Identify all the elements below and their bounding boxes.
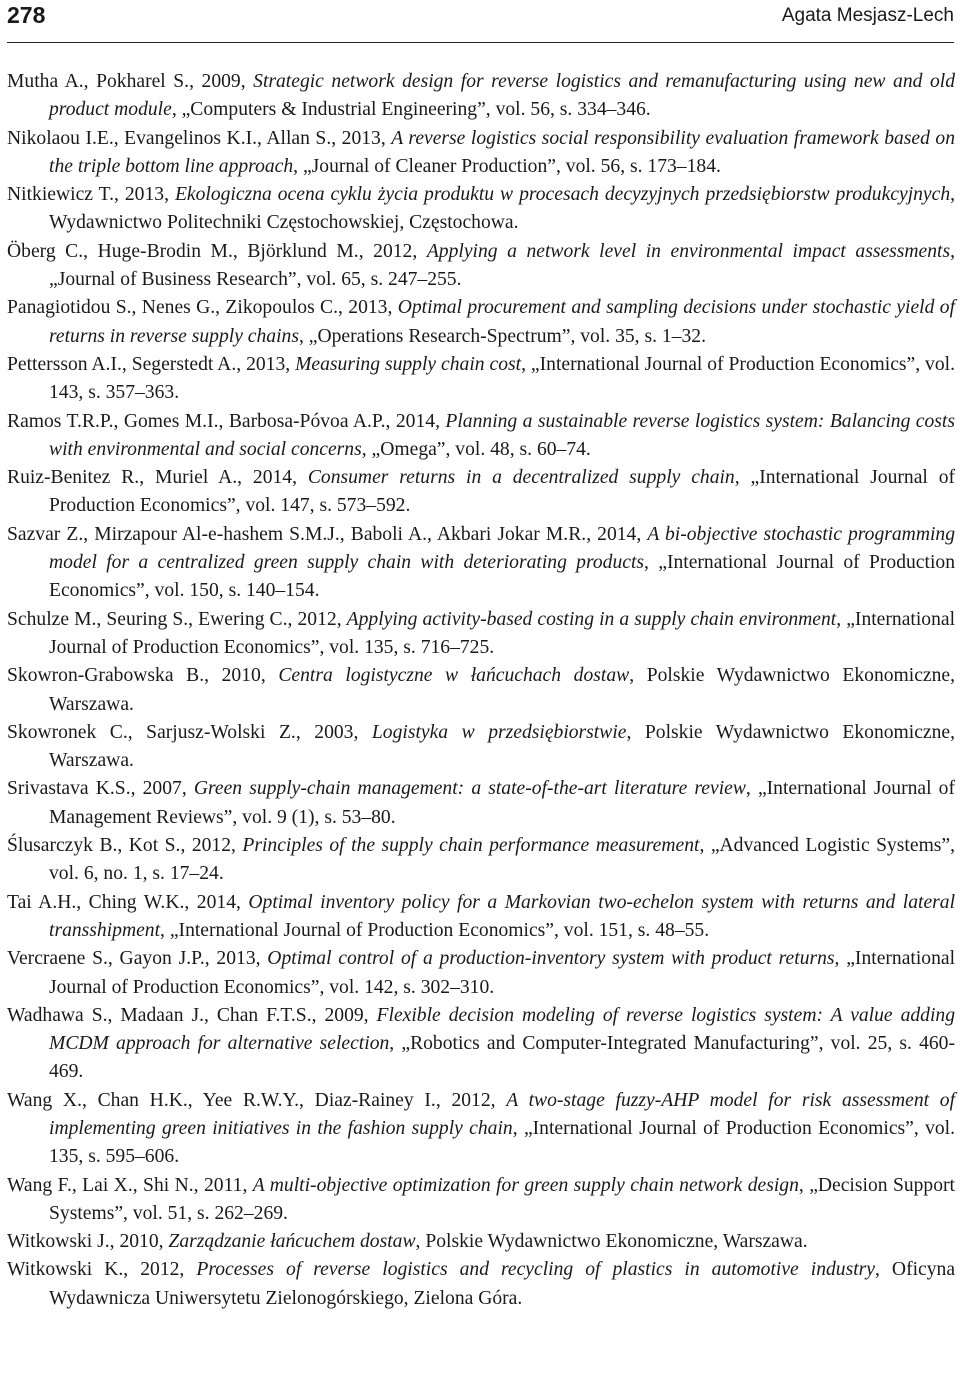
ref-title: A reverse logistics social responsibility evaluation framework based on the triple bottom line approach: [49, 127, 956, 177]
ref-authors: Pettersson A.I., Segerstedt A.: [7, 353, 237, 375]
ref-authors: Vercraene S., Gayon J.P.: [7, 948, 205, 970]
reference-entry: Skowron-Grabowska B., 2010, Centra logistyczne w łańcuchach dostaw, Polskie Wydawnictwo Ekonomiczne, Warszawa.: [7, 665, 956, 715]
reference-entry: Nikolaou I.E., Evangelinos K.I., Allan S., 2013, A reverse logistics social responsibility evaluation framework based on the triple bottom line approach, „Journal of Cleaner Production”, vol. 56, s. 173–184.: [7, 127, 956, 177]
ref-source: Polskie Wydawnictwo Ekonomiczne, Warszawa.: [49, 721, 956, 772]
ref-title: A two-stage fuzzy-AHP model for risk assessment of implementing green initiatives in the fashion supply chain: [49, 1089, 956, 1139]
reference-entry: Wang X., Chan H.K., Yee R.W.Y., Diaz-Rainey I., 2012, A two-stage fuzzy-AHP model for risk assessment of implementing green initiatives in the fashion supply chain, „International Journal of Production Economics”, vol. 135, s. 595–606.: [7, 1089, 956, 1168]
ref-title: Ekologiczna ocena cyklu życia produktu w procesach decyzyjnych przedsiębiorstw produkcyjnych: [174, 184, 951, 206]
ref-year: 2012: [297, 608, 337, 630]
ref-year: 2013: [348, 297, 388, 319]
reference-entry: Witkowski K., 2012, Processes of reverse logistics and recycling of plastics in automotive industry, Oficyna Wydawnicza Uniwersytetu Zielonogórskiego, Zielona Góra.: [7, 1259, 956, 1309]
ref-authors: Ślusarczyk B., Kot S.: [7, 835, 181, 857]
ref-authors: Skowron-Grabowska B.: [7, 665, 205, 687]
reference-entry: Mutha A., Pokharel S., 2009, Strategic network design for reverse logistics and remanufacturing using new and old product module, „Computers & Industrial Engineering”, vol. 56, s. 334–346.: [7, 71, 955, 121]
reference-entry: Öberg C., Huge-Brodin M., Björklund M., 2012, Applying a network level in environmental impact assessments, „Journal of Business Research”, vol. 65, s. 247–255.: [7, 240, 956, 291]
ref-year: 2012: [140, 1259, 180, 1281]
reference-entry: Srivastava K.S., 2007, Green supply-chain management: a state-of-the-art literature review, „International Journal of Management Reviews”, vol. 9 (1), s. 53–80.: [7, 778, 955, 828]
ref-year: 2013: [124, 184, 165, 206]
reference-entry: Wang F., Lai X., Shi N., 2011, A multi-objective optimization for green supply chain network design, „Decision Support Systems”, vol. 51, s. 262–269.: [7, 1174, 955, 1224]
reference-entry: Wadhawa S., Madaan J., Chan F.T.S., 2009, Flexible decision modeling of reverse logistics system: A value adding MCDM approach for alternative selection, „Robotics and Computer-Integrated Manufacturing”, vol. 25, s. 460-469.: [7, 1004, 956, 1083]
ref-title: Optimal procurement and sampling decisions under stochastic yield of returns in reverse supply chains: [49, 297, 956, 347]
ref-year: 2009: [324, 1004, 364, 1026]
ref-source: Oficyna Wydawnicza Uniwersytetu Zielonogórskiego, Zielona Góra.: [49, 1259, 956, 1309]
reference-list: [7, 68, 955, 1313]
ref-authors: Witkowski K.: [7, 1259, 124, 1281]
reference-entry: Ramos T.R.P., Gomes M.I., Barbosa-Póvoa A.P., 2014, Planning a sustainable reverse logistics system: Balancing costs with environmental and social concerns, „Omega”, vol. 48, s. 60–74.: [7, 410, 955, 460]
ref-source: „Decision Support Systems”, vol. 51, s. 262–269.: [49, 1174, 955, 1224]
reference-entry: Nitkiewicz T., 2013, Ekologiczna ocena cyklu życia produktu w procesach decyzyjnych przedsiębiorstw produkcyjnych, Wydawnictwo Politechniki Częstochowskiej, Częstochowa.: [7, 184, 956, 234]
reference-entry: Panagiotidou S., Nenes G., Zikopoulos C., 2013, Optimal procurement and sampling decisions under stochastic yield of returns in reverse supply chains, „Operations Research-Spectrum”, vol. 35, s. 1–32.: [7, 297, 956, 347]
reference-entry: Skowronek C., Sarjusz-Wolski Z., 2003, Logistyka w przedsiębiorstwie, Polskie Wydawnictwo Ekonomiczne, Warszawa.: [7, 721, 956, 772]
ref-authors: Mutha A., Pokharel S.: [7, 71, 190, 92]
ref-title: Strategic network design for reverse logistics and remanufacturing using new and old product module: [49, 71, 955, 121]
ref-source: Wydawnictwo Politechniki Częstochowskiej, Częstochowa.: [49, 212, 519, 234]
ref-source: „International Journal of Management Reviews”, vol. 9 (1), s. 53–80.: [49, 778, 955, 828]
ref-title: Consumer returns in a decentralized supply chain: [307, 467, 735, 489]
reference-entry: Pettersson A.I., Segerstedt A., 2013, Measuring supply chain cost, „International Journal of Production Economics”, vol. 143, s. 357–363.: [7, 353, 955, 404]
ref-title: Applying a network level in environmental impact assessments: [426, 240, 951, 262]
page-number: 278: [7, 2, 46, 28]
ref-source: „Advanced Logistic Systems”, vol. 6, no. 1, s. 17–24.: [49, 835, 956, 885]
ref-authors: Panagiotidou S., Nenes G., Zikopoulos C.: [7, 297, 339, 319]
ref-year: 2013: [341, 127, 381, 149]
ref-source: „International Journal of Production Economics”, vol. 135, s. 595–606.: [49, 1117, 956, 1168]
ref-title: Principles of the supply chain performance measurement: [242, 835, 700, 857]
ref-title: Planning a sustainable reverse logistics system: Balancing costs with environmental and social concerns: [49, 410, 955, 460]
ref-source: „Robotics and Computer-Integrated Manufacturing”, vol. 25, s. 460-469.: [49, 1033, 956, 1083]
ref-year: 2009: [201, 71, 241, 92]
ref-source: „Omega”, vol. 48, s. 60–74.: [371, 438, 591, 460]
ref-source: „Journal of Business Research”, vol. 65, s. 247–255.: [49, 269, 462, 291]
ref-year: 2003: [314, 721, 354, 743]
ref-authors: Skowronek C., Sarjusz-Wolski Z.: [7, 721, 296, 743]
ref-year: 2011: [203, 1174, 243, 1196]
ref-title: Centra logistyczne w łańcuchach dostaw: [278, 665, 630, 687]
running-head-author: Agata Mesjasz-Lech: [781, 5, 954, 26]
ref-year: 2014: [196, 891, 236, 913]
ref-source: „International Journal of Production Economics”, vol. 151, s. 48–55.: [169, 919, 710, 941]
ref-source: Polskie Wydawnictwo Ekonomiczne, Warszawa.: [425, 1231, 808, 1253]
ref-year: 2012: [373, 240, 413, 262]
ref-title: Optimal control of a production-inventory system with product returns: [267, 948, 835, 970]
ref-authors: Wang X., Chan H.K., Yee R.W.Y., Diaz-Rainey I.: [7, 1089, 436, 1111]
ref-year: 2010: [119, 1231, 159, 1253]
ref-authors: Witkowski J.: [7, 1231, 110, 1253]
ref-title: Measuring supply chain cost: [295, 353, 522, 375]
ref-authors: Tai A.H., Ching W.K.: [7, 891, 185, 913]
ref-authors: Schulze M., Seuring S., Ewering C.: [7, 608, 288, 630]
ref-year: 2014: [395, 410, 436, 432]
running-header: [7, 0, 954, 43]
ref-year: 2012: [191, 835, 231, 857]
ref-title: Processes of reverse logistics and recycling of plastics in automotive industry: [196, 1259, 875, 1281]
ref-title: Zarządzanie łańcuchem dostaw: [168, 1231, 416, 1253]
reference-entry: Sazvar Z., Mirzapour Al-e-hashem S.M.J., Baboli A., Akbari Jokar M.R., 2014, A bi-objective stochastic programming model for a centralized green supply chain with deteriorating products, „International Journal of Production Economics”, vol. 150, s. 140–154.: [7, 523, 956, 602]
ref-source: „International Journal of Production Economics”, vol. 142, s. 302–310.: [49, 948, 956, 998]
ref-year: 2013: [216, 948, 256, 970]
ref-authors: Nitkiewicz T.: [7, 184, 114, 206]
ref-authors: Öberg C., Huge-Brodin M., Björklund M.: [7, 240, 359, 262]
ref-title: Applying activity-based costing in a supply chain environment: [346, 608, 837, 630]
ref-year: 2012: [451, 1089, 491, 1111]
ref-source: „International Journal of Production Economics”, vol. 143, s. 357–363.: [49, 353, 955, 404]
ref-authors: Ramos T.R.P., Gomes M.I., Barbosa-Póvoa A.P.: [7, 410, 386, 432]
ref-source: „International Journal of Production Economics”, vol. 135, s. 716–725.: [49, 608, 956, 658]
ref-authors: Ruiz-Benitez R., Muriel A.: [7, 467, 238, 489]
ref-authors: Srivastava K.S.: [7, 778, 131, 800]
ref-title: A bi-objective stochastic programming model for a centralized green supply chain with deteriorating products: [49, 523, 956, 574]
reference-entry: Schulze M., Seuring S., Ewering C., 2012, Applying activity-based costing in a supply chain environment, „International Journal of Production Economics”, vol. 135, s. 716–725.: [7, 608, 956, 658]
ref-title: Logistyka w przedsiębiorstwie: [371, 721, 627, 743]
ref-source: „Operations Research-Spectrum”, vol. 35, s. 1–32.: [308, 325, 706, 347]
reference-entry: Ślusarczyk B., Kot S., 2012, Principles of the supply chain performance measurement, „Advanced Logistic Systems”, vol. 6, no. 1, s. 17–24.: [7, 835, 956, 885]
ref-title: Flexible decision modeling of reverse logistics system: A value adding MCDM approach for alternative selection: [49, 1004, 956, 1055]
reference-entry: Witkowski J., 2010, Zarządzanie łańcuchem dostaw, Polskie Wydawnictwo Ekonomiczne, Warszawa.: [7, 1231, 808, 1253]
ref-authors: Nikolaou I.E., Evangelinos K.I., Allan S.: [7, 127, 332, 149]
ref-title: Green supply-chain management: a state-of-the-art literature review: [193, 778, 746, 800]
ref-year: 2014: [252, 467, 293, 489]
ref-source: „Computers & Industrial Engineering”, vol. 56, s. 334–346.: [181, 99, 651, 121]
ref-year: 2014: [597, 523, 637, 545]
ref-source: „International Journal of Production Economics”, vol. 147, s. 573–592.: [49, 467, 956, 517]
ref-source: „Journal of Cleaner Production”, vol. 56, s. 173–184.: [302, 155, 721, 177]
ref-year: 2007: [142, 778, 182, 800]
ref-title: A multi-objective optimization for green supply chain network design: [252, 1174, 799, 1196]
ref-year: 2013: [246, 353, 286, 375]
reference-entry: Vercraene S., Gayon J.P., 2013, Optimal control of a production-inventory system with product returns, „International Journal of Production Economics”, vol. 142, s. 302–310.: [7, 948, 956, 998]
ref-authors: Wang F., Lai X., Shi N.: [7, 1174, 194, 1196]
reference-entry: Ruiz-Benitez R., Muriel A., 2014, Consumer returns in a decentralized supply chain, „International Journal of Production Economics”, vol. 147, s. 573–592.: [7, 467, 956, 517]
ref-source: Polskie Wydawnictwo Ekonomiczne, Warszawa.: [49, 665, 956, 715]
reference-entry: Tai A.H., Ching W.K., 2014, Optimal inventory policy for a Markovian two-echelon system with returns and lateral transshipment, „International Journal of Production Economics”, vol. 151, s. 48–55.: [7, 891, 956, 941]
ref-title: Optimal inventory policy for a Markovian two-echelon system with returns and lateral transshipment: [49, 891, 956, 941]
ref-year: 2010: [221, 665, 261, 687]
ref-authors: Sazvar Z., Mirzapour Al-e-hashem S.M.J., Baboli A., Akbari Jokar M.R.: [7, 523, 587, 545]
ref-source: „International Journal of Production Economics”, vol. 150, s. 140–154.: [49, 552, 955, 602]
ref-authors: Wadhawa S., Madaan J., Chan F.T.S.: [7, 1004, 312, 1026]
